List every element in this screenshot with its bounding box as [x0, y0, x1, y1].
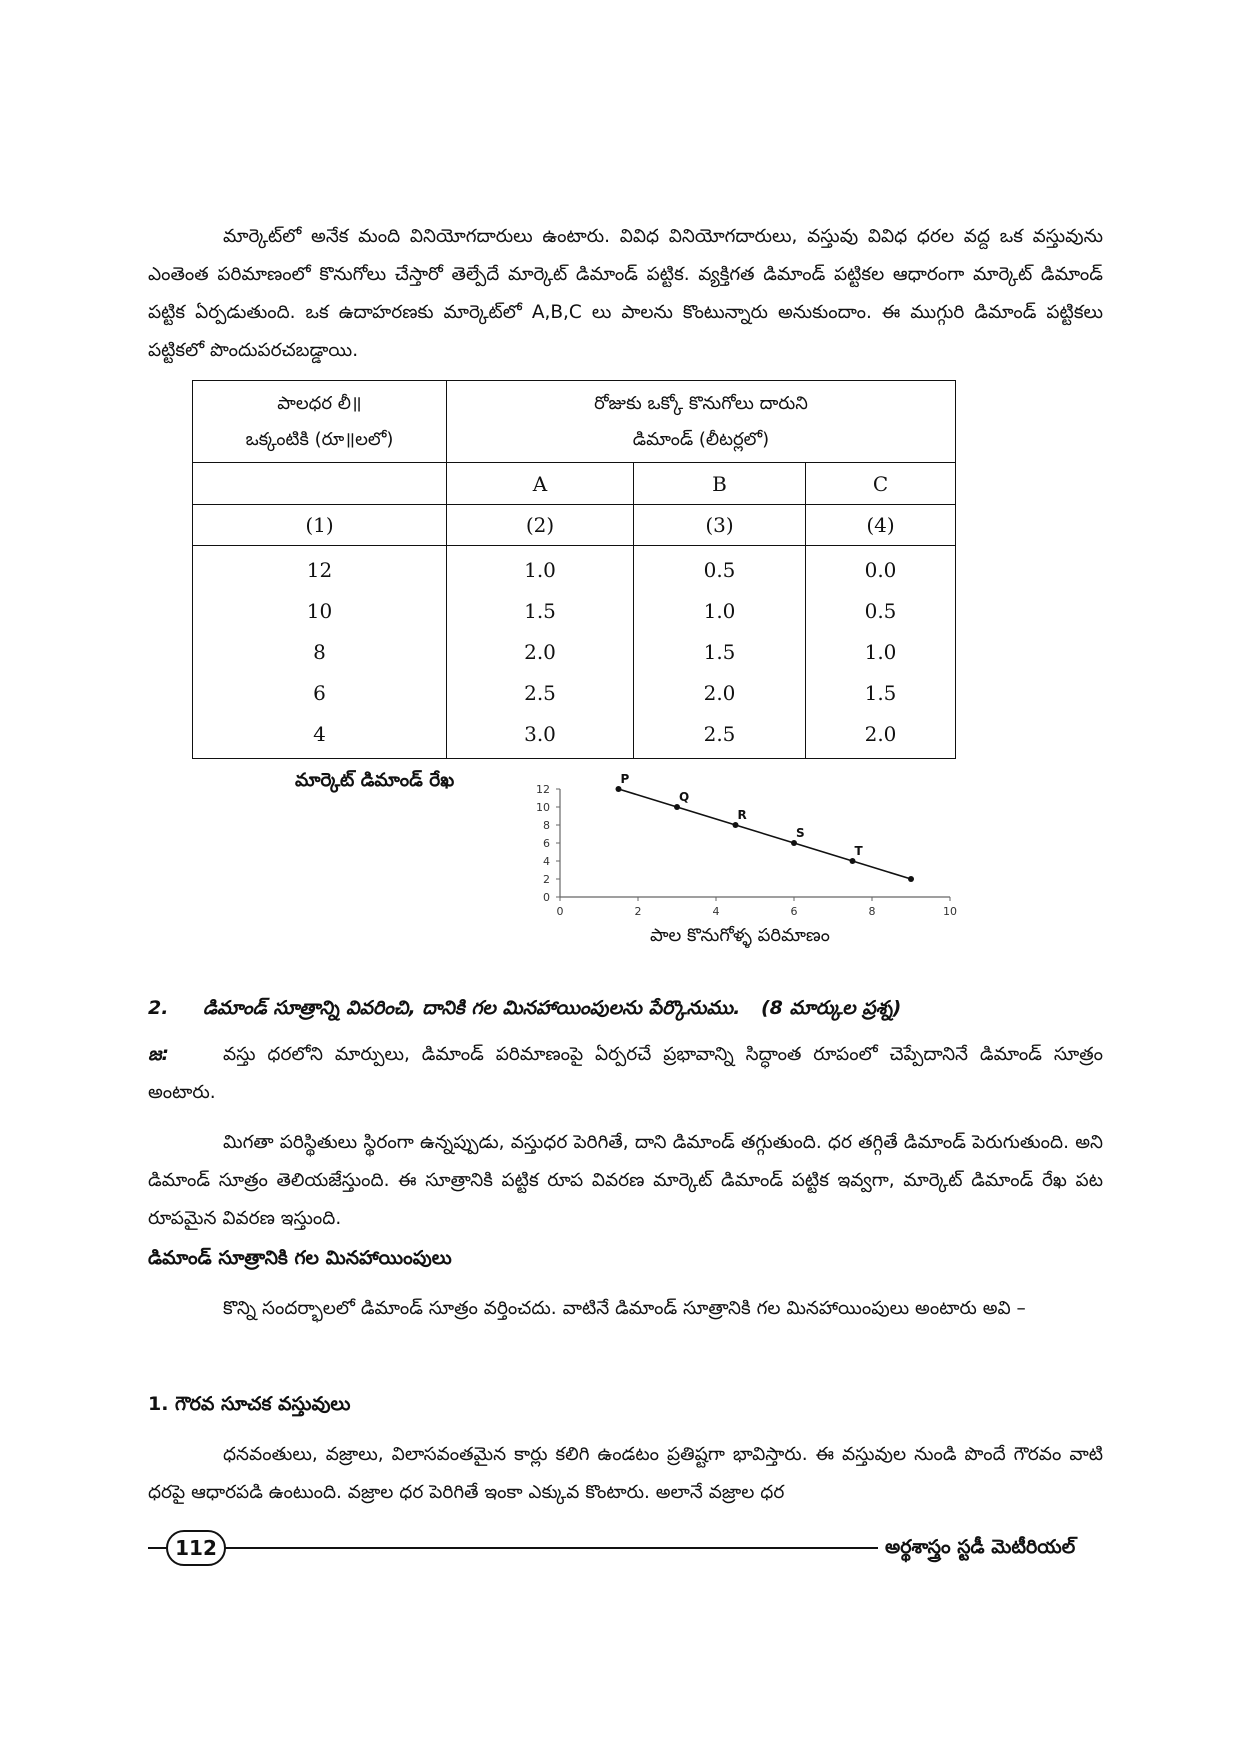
intro-paragraph: మార్కెట్‌లో అనేక మంది వినియోగదారులు ఉంటారు. వివిధ వినియోగదారులు, వస్తువు వివిధ ధరల వద్ద ఒక వస్తువును ఎంతెంత పరిమాణంలో కొనుగోలు చేస్తారో తెల్పేదే మార్కెట్ డిమాండ్ పట్టిక. వ్యక్తిగత డిమాండ్ పట్టికల ఆధారంగా మార్కెట్ డిమాండ్ పట్టిక ఏర్పడుతుంది. ఒక ఉదాహరణకు మార్కెట్‌లో A,B,C లు పాలను కొంటున్నారు అనుకుందాం. ఈ ముగ్గురి డిమాండ్ పట్టికలు పట్టికలో పొందుపరచబడ్డాయి.	[148, 226, 1103, 361]
question-marks: (8 మార్కుల ప్రశ్న)	[760, 997, 902, 1019]
y-tick-label: 2	[543, 873, 550, 886]
law-explanation-paragraph: మిగతా పరిస్థితులు స్థిరంగా ఉన్నప్పుడు, వస్తుధర పెరిగితే, దాని డిమాండ్ తగ్గుతుంది. ధర తగ్గితే డిమాండ్ పెరుగుతుంది. అని డిమాండ్ సూత్రం తెలియజేస్తుంది. ఈ సూత్రానికి పట్టిక రూప వివరణ మార్కెట్ డిమాండ్ పట్టిక ఇవ్వగా, మార్కెట్ డిమాండ్ రేఖ పట రూపమైన వివరణ ఇస్తుంది.	[148, 1132, 1103, 1229]
demand-point	[850, 858, 856, 864]
y-tick-label: 12	[536, 783, 550, 796]
point-label: P	[620, 772, 630, 786]
empty-header-cell	[193, 463, 447, 505]
col-number-2: (2)	[447, 505, 634, 546]
col-number-3: (3)	[634, 505, 806, 546]
demand-b-column	[634, 546, 806, 759]
y-tick-label: 4	[543, 855, 550, 868]
price-header-line1: పాలధర లీ॥	[277, 392, 362, 414]
exceptions-intro-paragraph: కొన్ని సందర్భాలలో డిమాండ్ సూత్రం వర్తించదు. వాటినే డిమాండ్ సూత్రానికి గల మినహాయింపులు అంటారు అవి –	[223, 1298, 1026, 1319]
exceptions-heading: డిమాండ్ సూత్రానికి గల మినహాయింపులు	[148, 1247, 452, 1269]
demand-b-value: 1.0	[703, 598, 736, 623]
demand-point	[908, 876, 914, 882]
demand-header	[447, 381, 956, 463]
buyer-b-header: B	[634, 463, 806, 505]
question-number: 2.	[148, 997, 169, 1019]
demand-a-value: 3.0	[524, 721, 556, 746]
demand-c-value: 0.5	[864, 598, 897, 623]
footer-rule	[148, 1547, 878, 1549]
price-header-line2: ఒక్కంటికి (రూ॥లలో)	[245, 428, 394, 450]
demand-a-value: 2.0	[524, 639, 556, 664]
demand-point	[674, 804, 680, 810]
x-tick-label: 4	[712, 905, 720, 918]
demand-a-value: 1.0	[524, 557, 556, 582]
demand-b-value: 2.0	[703, 680, 736, 705]
demand-curve-chart	[515, 770, 975, 920]
price-value: 12	[306, 557, 333, 582]
chart-axes	[560, 789, 950, 897]
demand-curve-line	[619, 789, 912, 879]
demand-a-value: 1.5	[524, 598, 556, 623]
demand-a-value: 2.5	[524, 680, 556, 705]
answer-paragraph	[148, 1036, 1103, 1112]
point-label: R	[737, 808, 747, 822]
footer-title: అర్థశాస్త్రం స్టడీ మెటీరియల్	[885, 1536, 1076, 1558]
demand-a-column	[447, 546, 634, 759]
answer-lead: జ:	[148, 1044, 169, 1065]
question	[148, 990, 1103, 1026]
y-tick-label: 10	[536, 801, 550, 814]
demand-b-value: 1.5	[703, 639, 736, 664]
x-tick-label: 0	[556, 905, 564, 918]
price-header	[193, 381, 447, 463]
demand-point	[791, 840, 797, 846]
buyer-a-header: A	[447, 463, 634, 505]
prestige-goods-paragraph: ధనవంతులు, వజ్రాలు, విలాసవంతమైన కార్లు కలిగి ఉండటం ప్రతిష్టగా భావిస్తారు. ఈ వస్తువుల నుండి పొందే గౌరవం వాటి ధరపై ఆధారపడి ఉంటుంది. వజ్రాల ధర పెరిగితే ఇంకా ఎక్కువ కొంటారు. అలానే వజ్రాల ధర	[148, 1444, 1103, 1503]
buyer-c-header: C	[806, 463, 956, 505]
price-value: 6	[313, 680, 326, 705]
x-tick-label: 8	[868, 905, 876, 918]
y-tick-label: 6	[543, 837, 550, 850]
demand-c-value: 2.0	[864, 721, 897, 746]
question-text: డిమాండ్ సూత్రాన్ని వివరించి, దానికి గల మినహాయింపులను పేర్కొనుము.	[203, 997, 741, 1019]
demand-b-value: 2.5	[703, 721, 736, 746]
demand-b-value: 0.5	[703, 557, 736, 582]
point-label: T	[854, 844, 863, 858]
price-value: 8	[313, 639, 326, 664]
demand-c-column	[806, 546, 956, 759]
y-tick-label: 8	[543, 819, 550, 832]
x-tick-label: 10	[943, 905, 957, 918]
y-tick-label: 0	[543, 891, 550, 904]
chart-x-axis-label: పాల కొనుగోళ్ళ పరిమాణం	[650, 925, 830, 946]
demand-point	[616, 786, 622, 792]
page-number: 112	[166, 1530, 226, 1566]
demand-c-value: 0.0	[864, 557, 897, 582]
market-demand-table	[192, 380, 956, 759]
chart-series	[616, 772, 915, 882]
x-tick-label: 6	[790, 905, 798, 918]
answer-text: వస్తు ధరలోని మార్పులు, డిమాండ్ పరిమాణంపై ఏర్పరచే ప్రభావాన్ని సిద్ధాంత రూపంలో చెప్పేదానినే డిమాండ్ సూత్రం అంటారు.	[148, 1044, 1103, 1103]
point-label: S	[796, 826, 805, 840]
demand-c-value: 1.0	[864, 639, 897, 664]
subheading-prestige-goods: 1. గౌరవ సూచక వస్తువులు	[148, 1393, 351, 1415]
price-value: 4	[313, 721, 326, 746]
demand-point	[733, 822, 739, 828]
col-number-1: (1)	[193, 505, 447, 546]
price-column	[193, 546, 447, 759]
chart-ticks	[536, 783, 957, 918]
chart-title: మార్కెట్ డిమాండ్ రేఖ	[295, 770, 455, 791]
demand-header-line1: రోజుకు ఒక్కో కొనుగోలు దారుని	[594, 392, 808, 414]
demand-header-line2: డిమాండ్ (లీటర్లలో)	[632, 428, 770, 450]
point-label: Q	[679, 790, 690, 804]
price-value: 10	[306, 598, 333, 623]
demand-c-value: 1.5	[864, 680, 897, 705]
x-tick-label: 2	[634, 905, 642, 918]
col-number-4: (4)	[806, 505, 956, 546]
